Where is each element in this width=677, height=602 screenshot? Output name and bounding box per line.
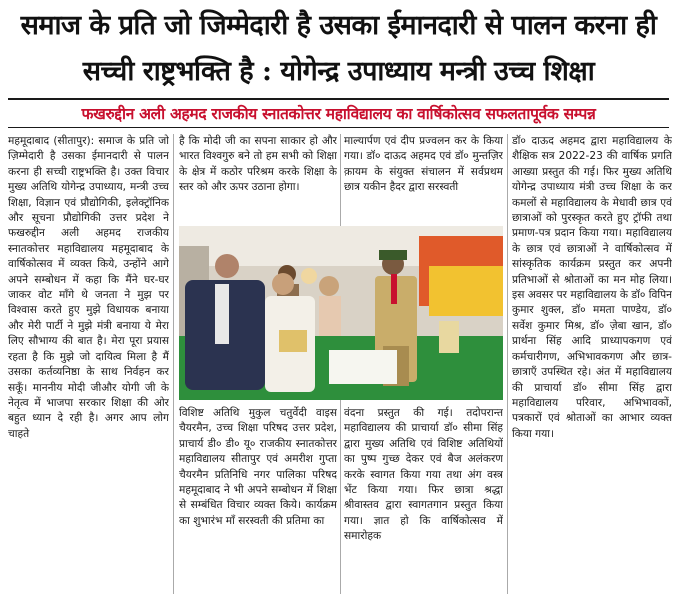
award-ceremony-photo [179, 226, 503, 400]
article-column-3-top [344, 134, 503, 220]
article-text: है कि मोदी जी का सपना साकार हो और भारत विश्वगुरु बने तो हम सभी को शिक्षा के क्षेत्र में कठोर परिश्रम करके शिक्षा के स्तर को और ऊपर उठाना होगा। [179, 135, 337, 194]
article-text: महमूदाबाद (सीतापुर): समाज के प्रति जो ज़िम्मेदारी है उसका ईमानदारी से पालन करना ही सच्ची राष्ट्रभक्ति है। उक्त विचार मुख्य अतिथि योगेन्द्र उपाध्याय, मन्त्री उच्च शिक्षा, विज्ञान एवं प्रौद्योगिकी, इलेक्ट्रॉनिक और सूचना प्रौद्योगिकी उत्तर प्रदेश ने फखरुद्दीन अली अहमद राजकीय स्नातकोत्तर महाविद्यालय महमूदाबाद के वार्षिकोत्सव में व्यक्त किये, उन्होंने आगे अपने सम्बोधन में कहा कि मैंने घर-घर जाकर वोट माँगे थे जनता ने मुझ पर विश्वास करते हुए मुझे विधायक बनाया और मेरी पार्टी ने मुझे मंत्री बनाया ये मेरा लिए सौभाग्य की बात है। मेरा पूरा प्रयास रहता है कि मुझे जो दायित्व मिला है मैं उसका कर्तव्यनिष्ठा के साथ निर्वहन कर सकूँ। माननीय मोदी जीऔर योगी जी के नेतृत्व में भाजपा सरकार शिक्षा की ओर बहुत ध्यान दे रही है। अगर आप लोग चाहते [8, 135, 169, 440]
subheadline: फखरुद्दीन अली अहमद राजकीय स्नातकोत्तर महाविद्यालय का वार्षिकोत्सव सफलतापूर्वक सम्पन्न [81, 104, 596, 123]
article-column-2-top [179, 134, 337, 220]
column-divider [507, 134, 508, 594]
event-photo [179, 226, 503, 400]
article-column-1 [8, 134, 169, 594]
article-column-2-bottom [179, 406, 337, 594]
headline-line-2: सच्ची राष्ट्रभक्ति है : योगेन्द्र उपाध्याय मन्त्री उच्च शिक्षा [82, 56, 595, 87]
subheadline-rule [8, 127, 669, 128]
article-text: विशिष्ट अतिथि मुकुल चतुर्वेदी वाइस चैयरमैन, उच्च शिक्षा परिषद उत्तर प्रदेश, प्राचार्य डी० डी० यू० राजकीय स्नातकोत्तर महाविद्यालय सीतापुर एवं अमरीश गुप्ता चैयरमैन प्रतिनिधि नगर पालिका परिषद महमूदाबाद ने भी अपने सम्बोधन में शिक्षा से सम्बंधित विचार व्यक्त किये। कार्यक्रम का शुभारंभ माँ सरस्वती की प्रतिमा का [179, 407, 337, 527]
article-column-4 [512, 134, 672, 594]
headline-rule [8, 98, 669, 100]
column-divider [173, 134, 174, 594]
headline-line-1: समाज के प्रति जो जिम्मेदारी है उसका ईमानदारी से पालन करना ही [20, 10, 657, 41]
article-text: वंदना प्रस्तुत की गई। तदोपरान्त महाविद्यालय की प्राचार्या डॉ० सीमा सिंह द्वारा मुख्य अतिथि एवं विशिष्ट अतिथियों का पुष्प गुच्छ देकर एवं बैज अलंकरण करके स्वागत किया गया तथा अंग वस्त्र भेंट किया गया। फिर छात्रा श्रद्धा श्रीवास्तव द्वारा स्वागतगान प्रस्तुत किया गया। ज्ञात हो कि वार्षिकोत्सव में समारोहक [344, 407, 503, 543]
article-text: माल्यार्पण एवं दीप प्रज्वलन कर के किया गया। डॉ० दाऊद अहमद एवं डॉ० मुन्तज़िर क़ायम के संयुक्त संचालन में सर्वप्रथम छात्र यकीन हैदर द्वारा सरस्वती [344, 135, 503, 194]
article-text: डॉ० दाऊद अहमद द्वारा महाविद्यालय के शैक्षिक सत्र 2022-23 की वार्षिक प्रगति आख्या प्रस्तुत की गई। फिर मुख्य अतिथि योगेन्द्र उपाध्याय मंत्री उच्च शिक्षा के कर कमलों से महाविद्यालय के मेधावी छात्र एवं छात्राओं को पुरस्कृत करते हुए ट्रॉफी तथा प्रमाण-पत्र प्रदान किया गया। महाविद्यालय के छात्र एवं छात्राओं ने वार्षिकोत्सव में सांस्कृतिक कार्यक्रम प्रस्तुत कर अपनी प्रतिभाओं से श्रोताओं का मन मोह लिया। इस अवसर पर महाविद्यालय के डॉ० विपिन कुमार शुक्ल, डॉ० ममता पाण्डेय, डॉ० सर्वेश कुमार मिश्र, डॉ० ज़ेबा खान, डॉ० प्रार्थना सिंह आदि प्राध्यापकगण एवं कर्मचारीगण, अभिभावकगण और छात्र-छात्राएँ उपस्थित रहे। अंत में महाविद्यालय की प्राचार्या डॉ० सीमा सिंह द्वारा महाविद्यालय परिवार, अभिभावकों, पत्रकारों एवं श्रोताओं का आभार व्यक्त किया गया। [512, 135, 672, 440]
article-column-3-bottom [344, 406, 503, 594]
